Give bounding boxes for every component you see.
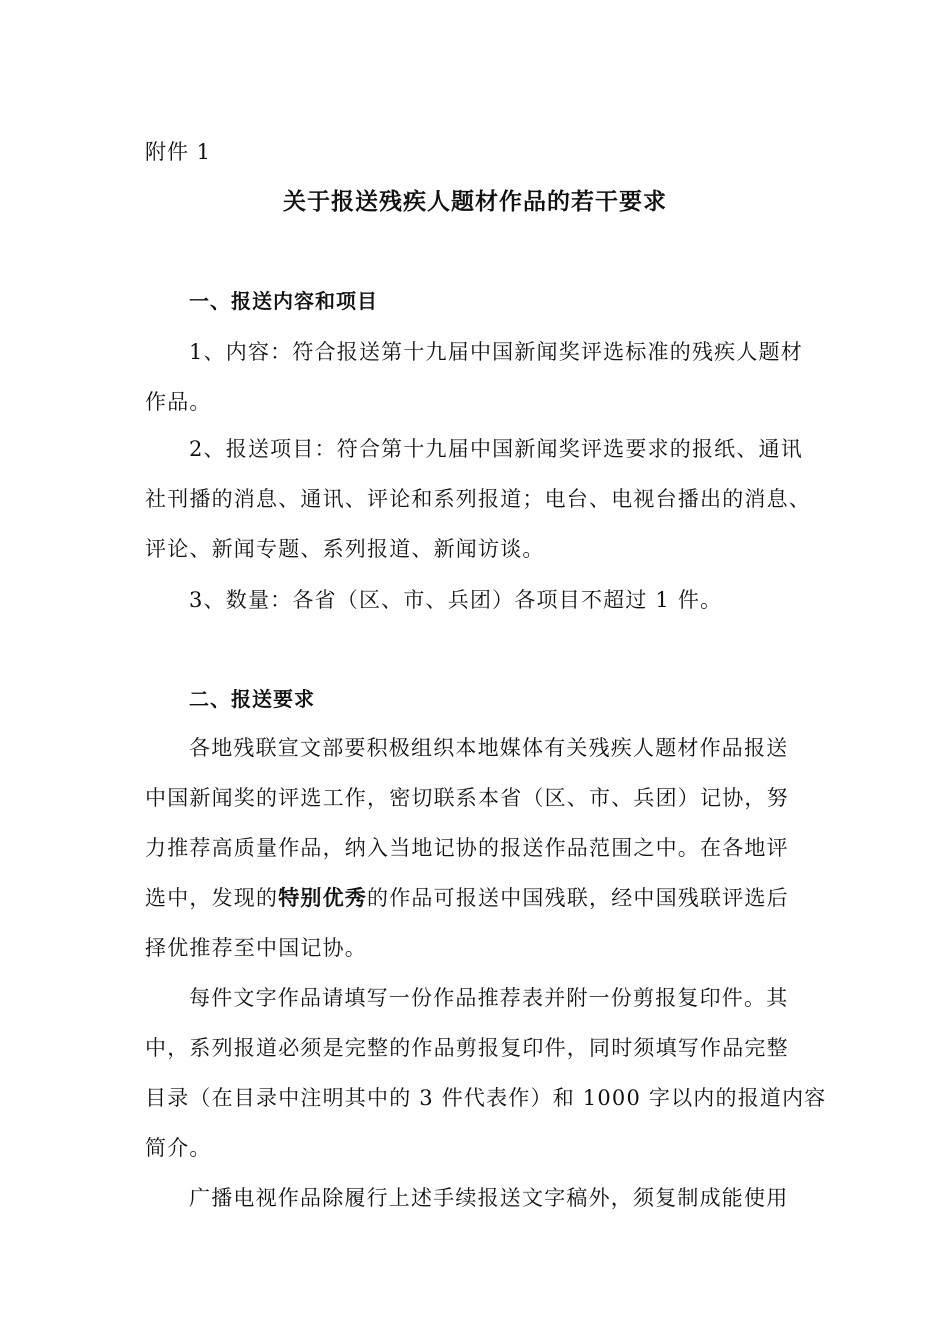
text-line: 中，系列报道必须是完整的作品剪报复印件，同时须填写作品完整 [145, 1036, 789, 1060]
attachment-label: 附件 1 [145, 140, 212, 164]
text-line: 社刊播的消息、通讯、评论和系列报道；电台、电视台播出的消息、 [145, 487, 811, 511]
text-line: 中国新闻奖的评选工作，密切联系本省（区、市、兵团）记协，努 [145, 786, 789, 810]
text-line: 目录（在目录中注明其中的 3 件代表作）和 1000 字以内的报道内容 [145, 1086, 827, 1110]
text-line: 力推荐高质量作品，纳入当地记协的报送作品范围之中。在各地评 [145, 836, 789, 860]
text-line [145, 873, 825, 923]
text-line: 评论、新闻专题、系列报道、新闻访谈。 [145, 537, 545, 561]
text-line: 各地残联宣文部要积极组织本地媒体有关残疾人题材作品报送 [189, 736, 789, 760]
text-run: 选中，发现的 [145, 886, 279, 910]
text-line: 作品。 [145, 390, 212, 414]
section2-heading: 二、报送要求 [189, 687, 315, 711]
text-line: 3、数量：各省（区、市、兵团）各项目不超过 1 件。 [189, 588, 723, 612]
text-line: 2、报送项目：符合第十九届中国新闻奖评选要求的报纸、通讯 [189, 437, 803, 461]
text-line: 每件文字作品请填写一份作品推荐表并附一份剪报复印件。其 [189, 986, 789, 1010]
text-line: 1、内容：符合报送第十九届中国新闻奖评选标准的残疾人题材 [189, 340, 803, 364]
document-title: 关于报送残疾人题材作品的若干要求 [283, 189, 667, 215]
section1-item3 [145, 575, 825, 625]
text-line: 简介。 [145, 1136, 212, 1160]
text-line: 广播电视作品除履行上述手续报送文字稿外，须复制成能使用 [189, 1186, 789, 1210]
section1-heading: 一、报送内容和项目 [189, 289, 378, 313]
text-line: 择优推荐至中国记协。 [145, 936, 367, 960]
section2-paragraph-3 [145, 1173, 825, 1223]
section1-item2 [145, 424, 825, 574]
text-run: 的作品可报送中国残联，经中国残联评选后 [367, 886, 789, 910]
section2-paragraph-2 [145, 973, 825, 1173]
section2-paragraph-1 [145, 723, 825, 973]
section1-item1 [145, 327, 825, 427]
emphasis-text: 特别优秀 [278, 886, 368, 910]
